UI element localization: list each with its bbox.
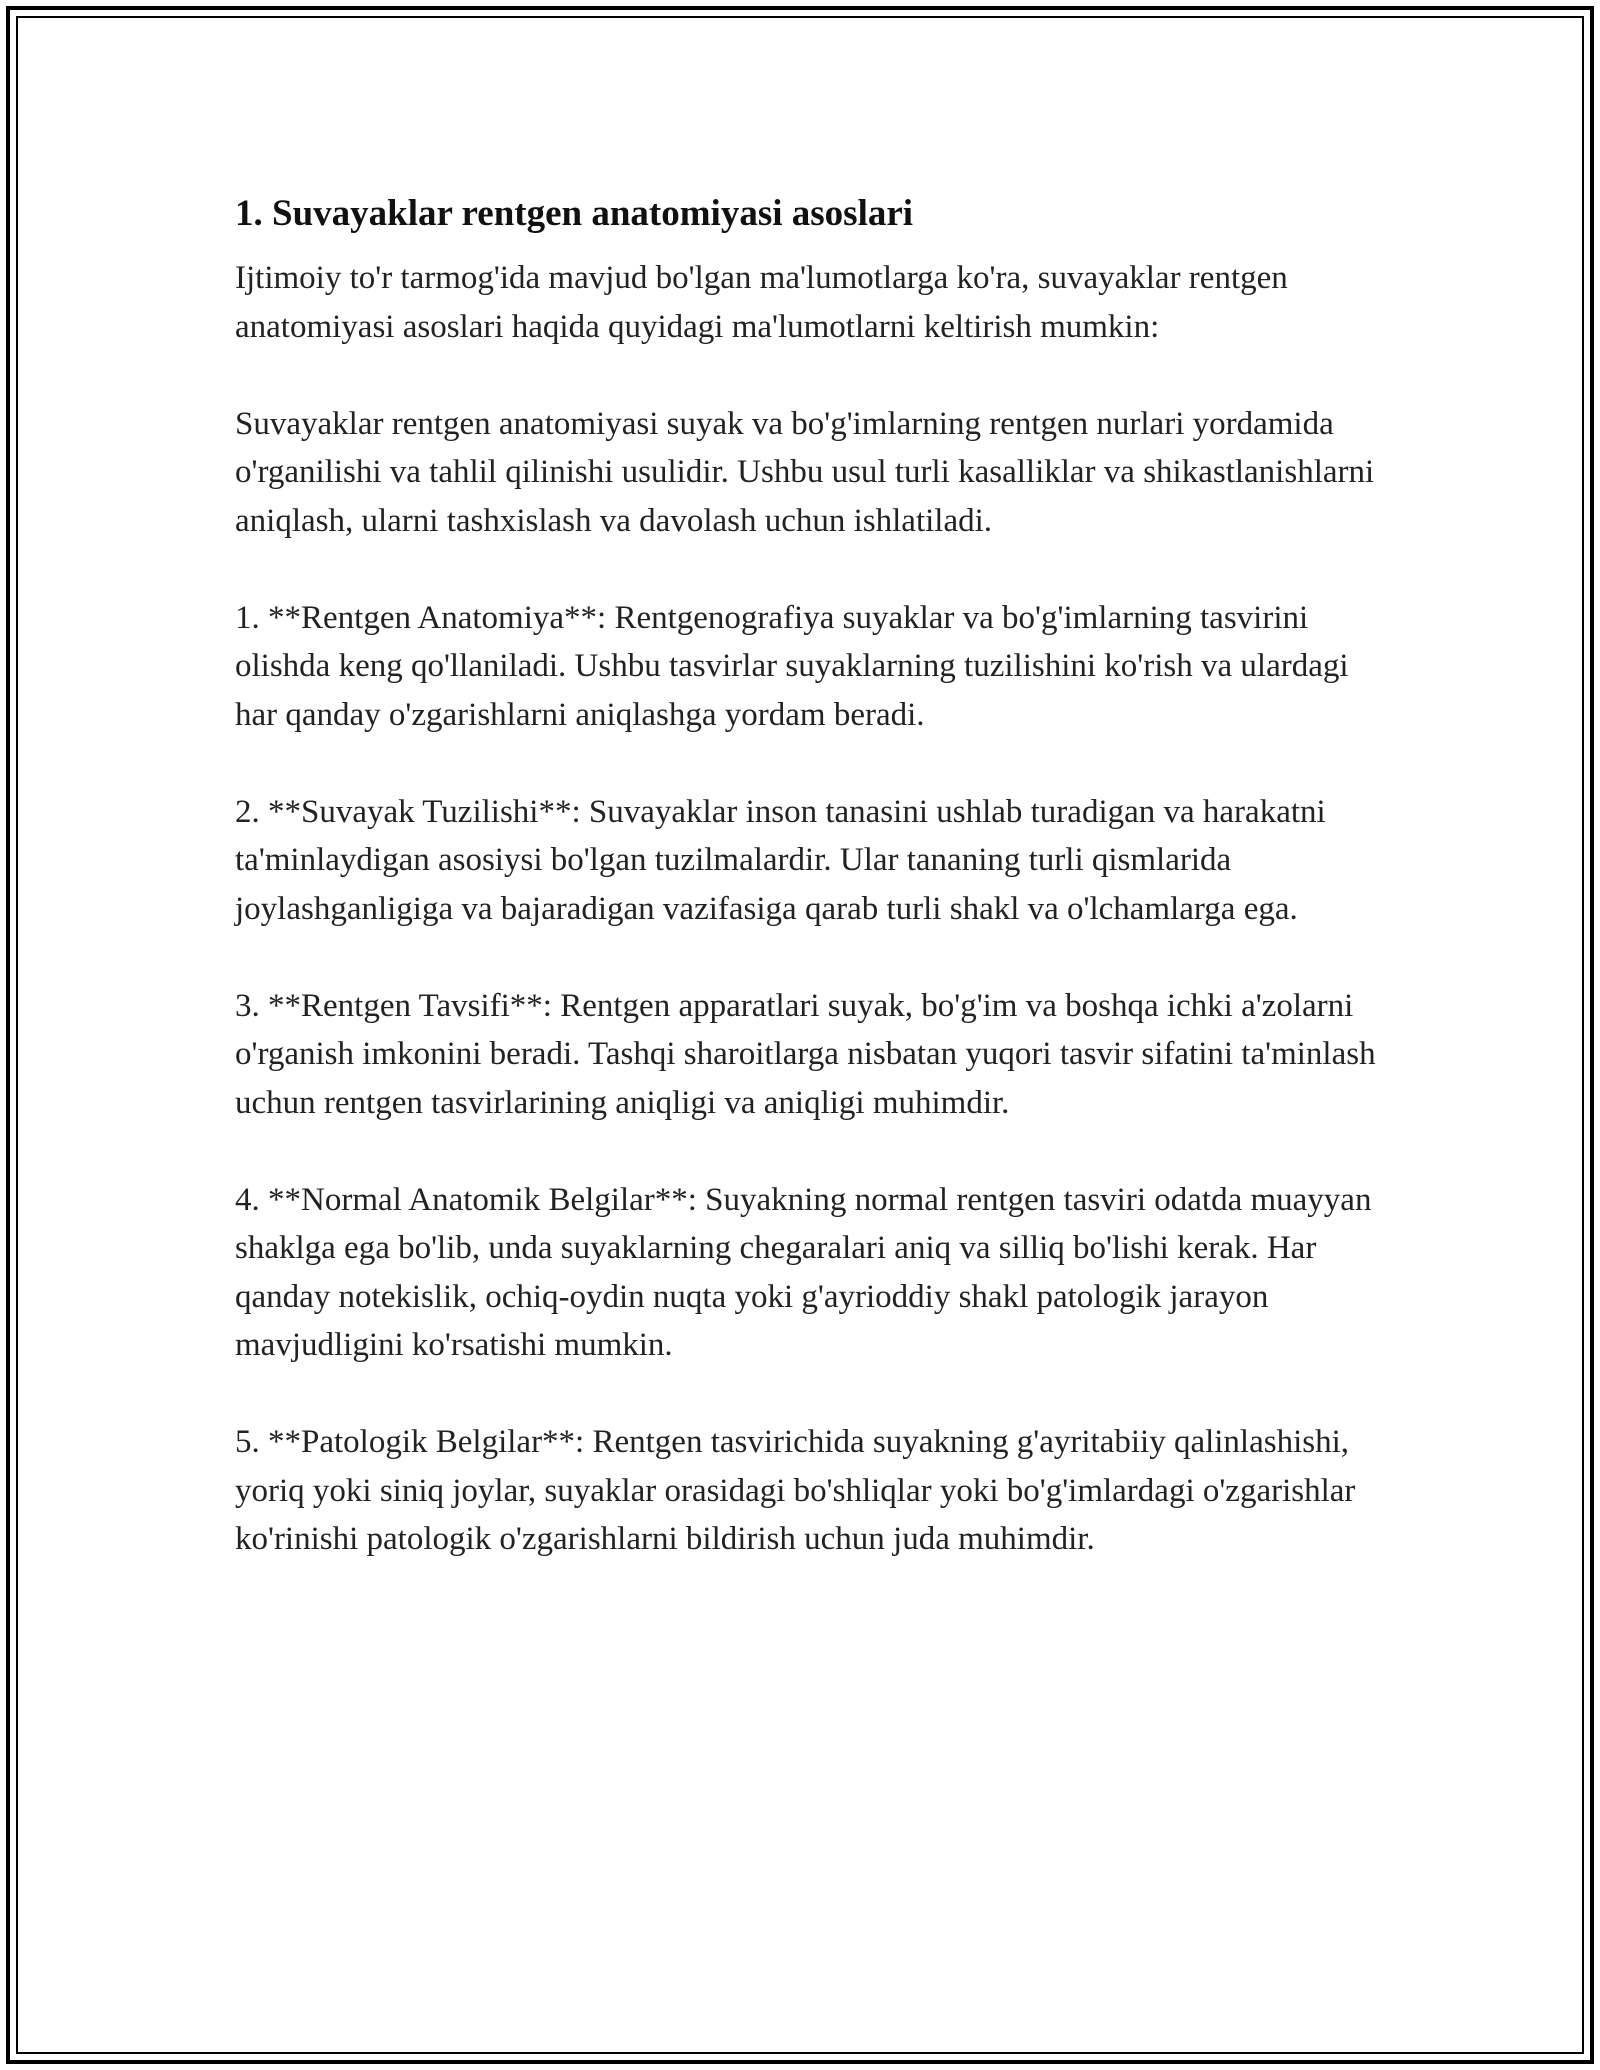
list-item-patologik-belgilar: 5. **Patologik Belgilar**: Rentgen tasvirichida suyakning g'ayritabiiy qalinlashishi, yoriq yoki siniq joylar, suyaklar orasidagi bo'shliqlar yoki bo'g'imlardagi o'zgarishlar ko'rinishi patologik o'zgarishlarni bildirish uchun juda muhimdir. — [235, 1424, 1356, 1557]
list-item-normal-belgilar: 4. **Normal Anatomik Belgilar**: Suyakning normal rentgen tasviri odatda muayyan shaklga ega bo'lib, unda suyaklarning chegaralari aniq va silliq bo'lishi kerak. Har qanday notekislik, ochiq-oydin nuqta yoki g'ayrioddiy shakl patologik jarayon mavjudligini ko'rsatishi mumkin. — [235, 1181, 1372, 1363]
list-item-rentgen-tavsifi: 3. **Rentgen Tavsifi**: Rentgen apparatlari suyak, bo'g'im va boshqa ichki a'zolarni o'rganish imkonini beradi. Tashqi sharoitlarga nisbatan yuqori tasvir sifatini ta'minlash uchun rentgen tasvirlarining aniqligi va aniqligi muhimdir. — [235, 987, 1376, 1121]
document-body — [235, 190, 1385, 1612]
section-heading: 1. Suvayaklar rentgen anatomiyasi asoslari — [235, 193, 914, 234]
definition-paragraph: Suvayaklar rentgen anatomiyasi suyak va bo'g'imlarning rentgen nurlari yordamida o'rganilishi va tahlil qilinishi usulidir. Ushbu usul turli kasalliklar va shikastlanishlarni aniqlash, ularni tashxislash va davolash uchun ishlatiladi. — [235, 405, 1375, 539]
list-item-rentgen-anatomiya: 1. **Rentgen Anatomiya**: Rentgenografiya suyaklar va bo'g'imlarning tasvirini olishda keng qo'llaniladi. Ushbu tasvirlar suyaklarning tuzilishini ko'rish va ulardagi har qanday o'zgarishlarni aniqlashga yordam beradi. — [235, 599, 1349, 733]
intro-paragraph: Ijtimoiy to'r tarmog'ida mavjud bo'lgan ma'lumotlarga ko'ra, suvayaklar rentgen anatomiyasi asoslari haqida quyidagi ma'lumotlarni keltirish mumkin: — [235, 260, 1288, 345]
list-item-suvayak-tuzilishi: 2. **Suvayak Tuzilishi**: Suvayaklar inson tanasini ushlab turadigan va harakatni ta'minlaydigan asosiysi bo'lgan tuzilmalardir. Ular tananing turli qismlarida joylashganligiga va bajaradigan vazifasiga qarab turli shakl va o'lchamlarga ega. — [235, 793, 1326, 927]
